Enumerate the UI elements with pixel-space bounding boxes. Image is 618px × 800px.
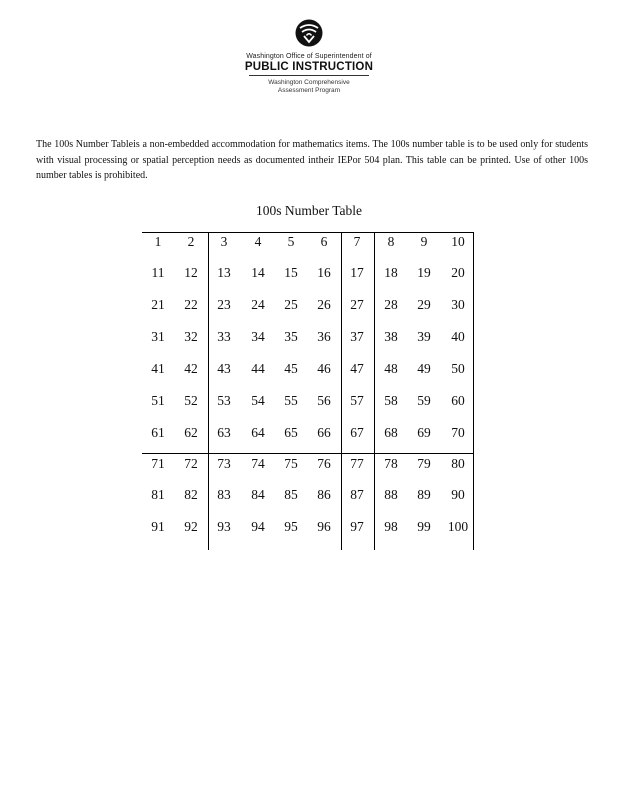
number-cell: 36 — [317, 329, 331, 344]
number-cell: 38 — [384, 329, 398, 344]
number-cell: 71 — [151, 456, 165, 471]
number-cell: 67 — [350, 425, 364, 440]
number-cell: 100 — [447, 519, 469, 534]
number-cell: 73 — [217, 456, 231, 471]
number-cell: 92 — [184, 519, 198, 534]
number-cell: 87 — [350, 487, 364, 502]
number-cell: 42 — [184, 361, 198, 376]
header-divider — [249, 75, 369, 76]
number-cell: 13 — [217, 265, 231, 280]
number-cell: 7 — [353, 234, 361, 249]
number-cell: 11 — [151, 265, 165, 280]
number-cell: 76 — [317, 456, 331, 471]
number-cell: 96 — [317, 519, 331, 534]
number-cell: 30 — [451, 297, 465, 312]
number-cell: 14 — [251, 265, 265, 280]
number-cell: 44 — [251, 361, 265, 376]
number-cell: 48 — [384, 361, 398, 376]
number-cell: 23 — [217, 297, 231, 312]
number-cell: 3 — [220, 234, 228, 249]
number-cell: 66 — [317, 425, 331, 440]
number-cell: 18 — [384, 265, 398, 280]
number-cell: 56 — [317, 393, 331, 408]
number-cell: 33 — [217, 329, 231, 344]
number-cell: 60 — [451, 393, 465, 408]
number-cell: 10 — [451, 234, 465, 249]
number-cell: 82 — [184, 487, 198, 502]
number-cell: 90 — [451, 487, 465, 502]
office-line: Washington Office of Superintendent of — [246, 53, 372, 60]
number-cell: 64 — [251, 425, 265, 440]
number-cell: 50 — [451, 361, 465, 376]
org-name: PUBLIC INSTRUCTION — [244, 61, 374, 73]
number-cell: 72 — [184, 456, 198, 471]
number-cell: 68 — [384, 425, 398, 440]
number-cell: 70 — [451, 425, 465, 440]
number-cell: 8 — [387, 234, 395, 249]
vertical-divider — [473, 232, 474, 550]
number-cell: 41 — [151, 361, 165, 376]
vertical-divider — [374, 232, 375, 550]
number-cell: 43 — [217, 361, 231, 376]
number-cell: 77 — [350, 456, 364, 471]
number-cell: 26 — [317, 297, 331, 312]
program-name: Washington Comprehensive Assessment Program — [268, 79, 350, 94]
table-title: 100s Number Table — [255, 203, 363, 218]
number-cell: 69 — [417, 425, 431, 440]
number-cell: 94 — [251, 519, 265, 534]
number-cell: 1 — [154, 234, 162, 249]
number-cell: 83 — [217, 487, 231, 502]
number-cell: 24 — [251, 297, 265, 312]
number-cell: 29 — [417, 297, 431, 312]
number-cell: 21 — [151, 297, 165, 312]
number-cell: 91 — [151, 519, 165, 534]
number-cell: 88 — [384, 487, 398, 502]
number-cell: 84 — [251, 487, 265, 502]
number-cell: 49 — [417, 361, 431, 376]
number-cell: 79 — [417, 456, 431, 471]
number-cell: 54 — [251, 393, 265, 408]
number-cell: 40 — [451, 329, 465, 344]
number-cell: 59 — [417, 393, 431, 408]
number-cell: 75 — [284, 456, 298, 471]
number-cell: 39 — [417, 329, 431, 344]
page-header — [0, 18, 618, 95]
number-cell: 46 — [317, 361, 331, 376]
number-cell: 86 — [317, 487, 331, 502]
number-cell: 85 — [284, 487, 298, 502]
number-cell: 31 — [151, 329, 165, 344]
number-cell: 22 — [184, 297, 198, 312]
number-cell: 63 — [217, 425, 231, 440]
number-cell: 16 — [317, 265, 331, 280]
number-cell: 37 — [350, 329, 364, 344]
number-cell: 89 — [417, 487, 431, 502]
number-cell: 9 — [420, 234, 428, 249]
number-cell: 65 — [284, 425, 298, 440]
number-cell: 95 — [284, 519, 298, 534]
number-cell: 5 — [287, 234, 295, 249]
number-cell: 51 — [151, 393, 165, 408]
number-table — [142, 232, 473, 550]
number-cell: 4 — [254, 234, 262, 249]
number-cell: 25 — [284, 297, 298, 312]
number-cell: 58 — [384, 393, 398, 408]
number-cell: 12 — [184, 265, 198, 280]
number-cell: 32 — [184, 329, 198, 344]
number-cell: 6 — [320, 234, 328, 249]
number-cell: 74 — [251, 456, 265, 471]
ospi-logo-icon — [294, 18, 324, 48]
number-cell: 2 — [187, 234, 195, 249]
number-cell: 19 — [417, 265, 431, 280]
number-cell: 45 — [284, 361, 298, 376]
number-cell: 61 — [151, 425, 165, 440]
number-cell: 57 — [350, 393, 364, 408]
number-cell: 55 — [284, 393, 298, 408]
number-cell: 80 — [451, 456, 465, 471]
number-cell: 78 — [384, 456, 398, 471]
number-cell: 62 — [184, 425, 198, 440]
number-cell: 52 — [184, 393, 198, 408]
number-cell: 97 — [350, 519, 364, 534]
number-cell: 35 — [284, 329, 298, 344]
number-cell: 98 — [384, 519, 398, 534]
number-cell: 47 — [350, 361, 364, 376]
number-cell: 93 — [217, 519, 231, 534]
number-cell: 34 — [251, 329, 265, 344]
number-cell: 81 — [151, 487, 165, 502]
number-cell: 27 — [350, 297, 364, 312]
intro-paragraph: The 100s Number Tableis a non-embedded accommodation for mathematics items. The 100s number table is to be used only for students with visual processing or spatial perception needs as documented intheir IEPor 504 plan. This table can be printed. Use of other 100s number tables is prohibited. — [36, 139, 588, 181]
number-cell: 28 — [384, 297, 398, 312]
number-cell: 99 — [417, 519, 431, 534]
number-cell: 53 — [217, 393, 231, 408]
number-cell: 17 — [350, 265, 364, 280]
number-cell: 15 — [284, 265, 298, 280]
number-cell: 20 — [451, 265, 465, 280]
